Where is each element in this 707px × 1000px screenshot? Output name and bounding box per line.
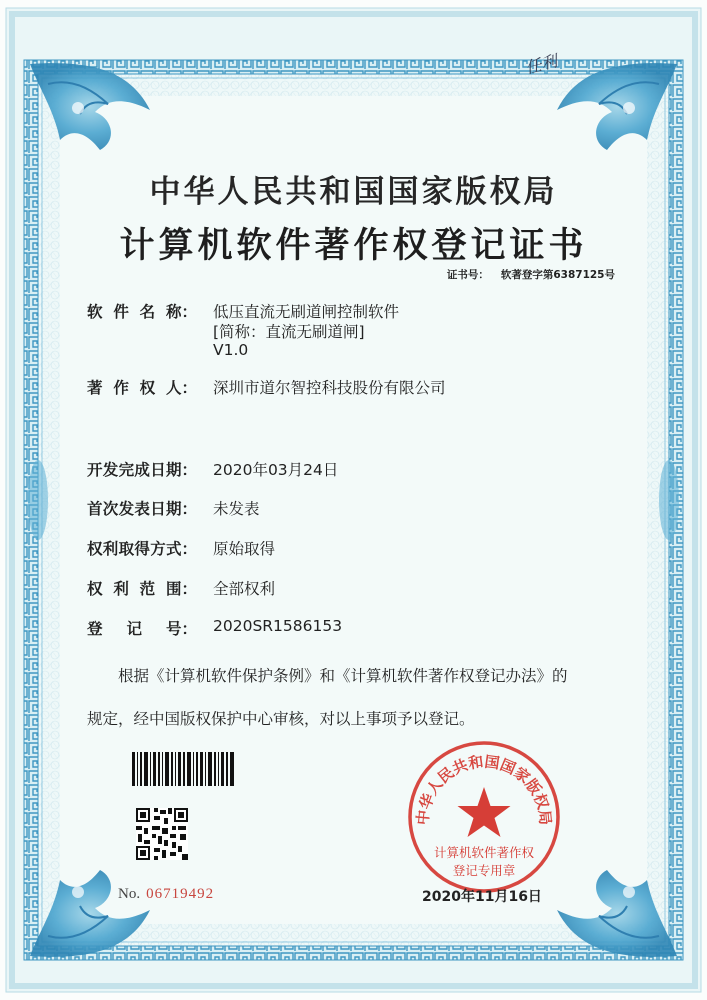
statement-line-2: 规定，经中国版权保护中心审核，对以上事项予以登记。 bbox=[87, 710, 475, 728]
field-label: 开 发 完 成 日 期： bbox=[87, 461, 197, 479]
qr-code-icon bbox=[136, 808, 188, 860]
software-short-name-value: [简称：直流无刷道闸] bbox=[213, 323, 365, 341]
completion-date-value: 2020年03月24日 bbox=[213, 461, 339, 479]
certificate-number-label: 证书号： bbox=[446, 269, 489, 281]
barcode-icon bbox=[132, 752, 236, 786]
first-publication-value: 未发表 bbox=[213, 500, 260, 518]
field-label: 软 件 名 称： bbox=[87, 303, 197, 321]
serial-prefix: No. bbox=[118, 886, 141, 902]
issue-date: 2020年11月16日 bbox=[422, 889, 542, 905]
field-label: 权 利 取 得 方 式： bbox=[87, 540, 197, 558]
field-label: 著 作 权 人： bbox=[87, 379, 197, 397]
statement-line-1: 根据《计算机软件保护条例》和《计算机软件著作权登记办法》的 bbox=[118, 667, 568, 685]
copyright-owner-value: 深圳市道尔智控科技股份有限公司 bbox=[213, 379, 446, 397]
acquisition-method-value: 原始取得 bbox=[213, 540, 276, 558]
software-version-value: V1.0 bbox=[213, 341, 249, 359]
certificate-number-value: 软著登字第6387125号 bbox=[500, 269, 615, 281]
software-name-value: 低压直流无刷道闸控制软件 bbox=[213, 303, 400, 321]
certificate-title: 计算机软件著作权登记证书 bbox=[119, 225, 588, 266]
registration-number-value: 2020SR1586153 bbox=[213, 617, 343, 635]
field-label: 权 利 范 围： bbox=[87, 580, 197, 598]
field-label: 首 次 发 表 日 期： bbox=[87, 500, 197, 518]
field-label: 登 记 号： bbox=[87, 620, 197, 638]
seal-ring-text: 中华人民共和国国家版权局 bbox=[413, 752, 555, 826]
certificate-number bbox=[447, 267, 615, 282]
handwritten-note: 任利 bbox=[523, 51, 560, 78]
serial-number bbox=[118, 886, 214, 903]
serial-value: 06719492 bbox=[146, 886, 215, 902]
official-seal-icon bbox=[404, 737, 564, 897]
issuer-title: 中华人民共和国国家版权局 bbox=[149, 174, 558, 210]
seal-center-line-1: 计算机软件著作权 bbox=[433, 845, 535, 860]
rights-scope-value: 全部权利 bbox=[213, 580, 276, 598]
seal-center-line-2: 登记专用章 bbox=[452, 863, 516, 878]
